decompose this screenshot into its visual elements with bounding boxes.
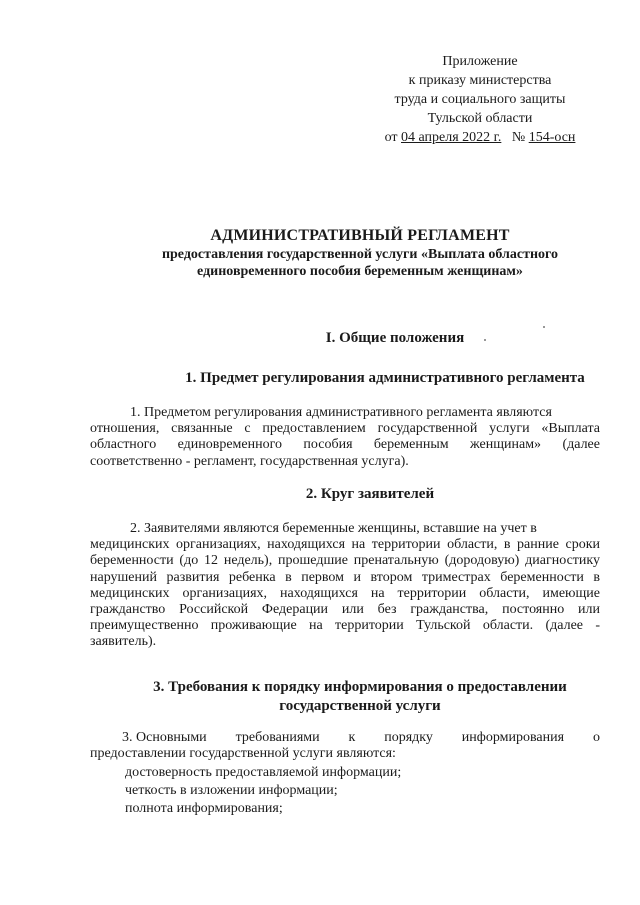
scan-speck (484, 339, 486, 341)
scan-speck (543, 326, 545, 328)
number-prefix: № (511, 130, 526, 145)
appendix-line: Приложение (442, 54, 518, 69)
subsection-heading (120, 678, 600, 716)
paragraph-line: медицинских организациях, находящихся на территории области, в ранние (90, 537, 559, 553)
paragraph-line: 2. Заявителями являются беременные женщины, вставшие на учет в (130, 521, 537, 536)
section-heading: I. Общие положения (325, 330, 465, 346)
title-main: АДМИНИСТРАТИВНЫЙ РЕГЛАМЕНТ (210, 227, 510, 244)
paragraph-line: области. (далее - заявитель). (90, 618, 600, 650)
requirements-line: предоставлении государственной услуги являются: (90, 746, 396, 761)
req-word: к (348, 730, 356, 745)
order-date: 04 апреля 2022 г. (401, 130, 502, 145)
paragraph-1 (90, 405, 600, 470)
document-title (90, 226, 630, 280)
appendix-line: Тульской области (427, 111, 533, 126)
paragraph-line: областного единовременного пособия беременным женщинам» (далее (90, 437, 600, 453)
requirements-line-justified (90, 730, 600, 746)
appendix-block (360, 52, 600, 147)
title-sub-line: единовременного пособия беременным женщинам» (197, 264, 523, 279)
order-number: 154-осн (528, 130, 576, 145)
req-word: требованиями (235, 730, 320, 745)
list-item: четкость в изложении информации; (125, 783, 338, 798)
title-sub-line: предоставления государственной услуги «Выплата областного (161, 247, 559, 262)
req-word: о (592, 730, 600, 745)
subsection-heading: 1. Предмет регулирования административного регламента (185, 370, 585, 386)
paragraph-line: соответственно - регламент, государственная услуга). (90, 453, 409, 469)
req-word: 3. Основными (122, 730, 207, 745)
paragraph-line: области, имеющие гражданство Российской Федерации или без гражданства, (90, 585, 601, 618)
subsection-heading: 2. Круг заявителей (305, 486, 435, 502)
req-word: порядку (384, 730, 433, 745)
appendix-date-line (360, 128, 600, 147)
paragraph-line: отношения, связанные с предоставлением государственной услуги «Выплата (90, 421, 600, 437)
subsection-heading-line: государственной услуги (279, 698, 441, 714)
paragraph-2 (90, 521, 600, 651)
appendix-line: к приказу министерства (408, 73, 552, 88)
paragraph-line: сроки беременности (до 12 недель), прошедшие пренатальную (дородовую) (90, 537, 601, 569)
date-prefix: от (384, 130, 398, 145)
list-item: полнота информирования; (125, 801, 283, 816)
paragraph-line: постоянно или преимущественно проживающие на территории Тульской (90, 602, 601, 634)
requirements-intro (90, 730, 600, 762)
req-word: информирования (461, 730, 565, 745)
paragraph-line: диагностику нарушений развития ребенка в первом и втором триместрах (90, 553, 601, 585)
appendix-line: труда и социального защиты (394, 92, 566, 107)
list-item: достоверность предоставляемой информации; (125, 765, 402, 780)
paragraph-line: 1. Предметом регулирования административного регламента являются (130, 405, 552, 420)
subsection-heading-line: 3. Требования к порядку информирования о предоставлении (153, 679, 567, 695)
paragraph-line: беременности в медицинских организациях, находящихся на территории (90, 569, 600, 601)
